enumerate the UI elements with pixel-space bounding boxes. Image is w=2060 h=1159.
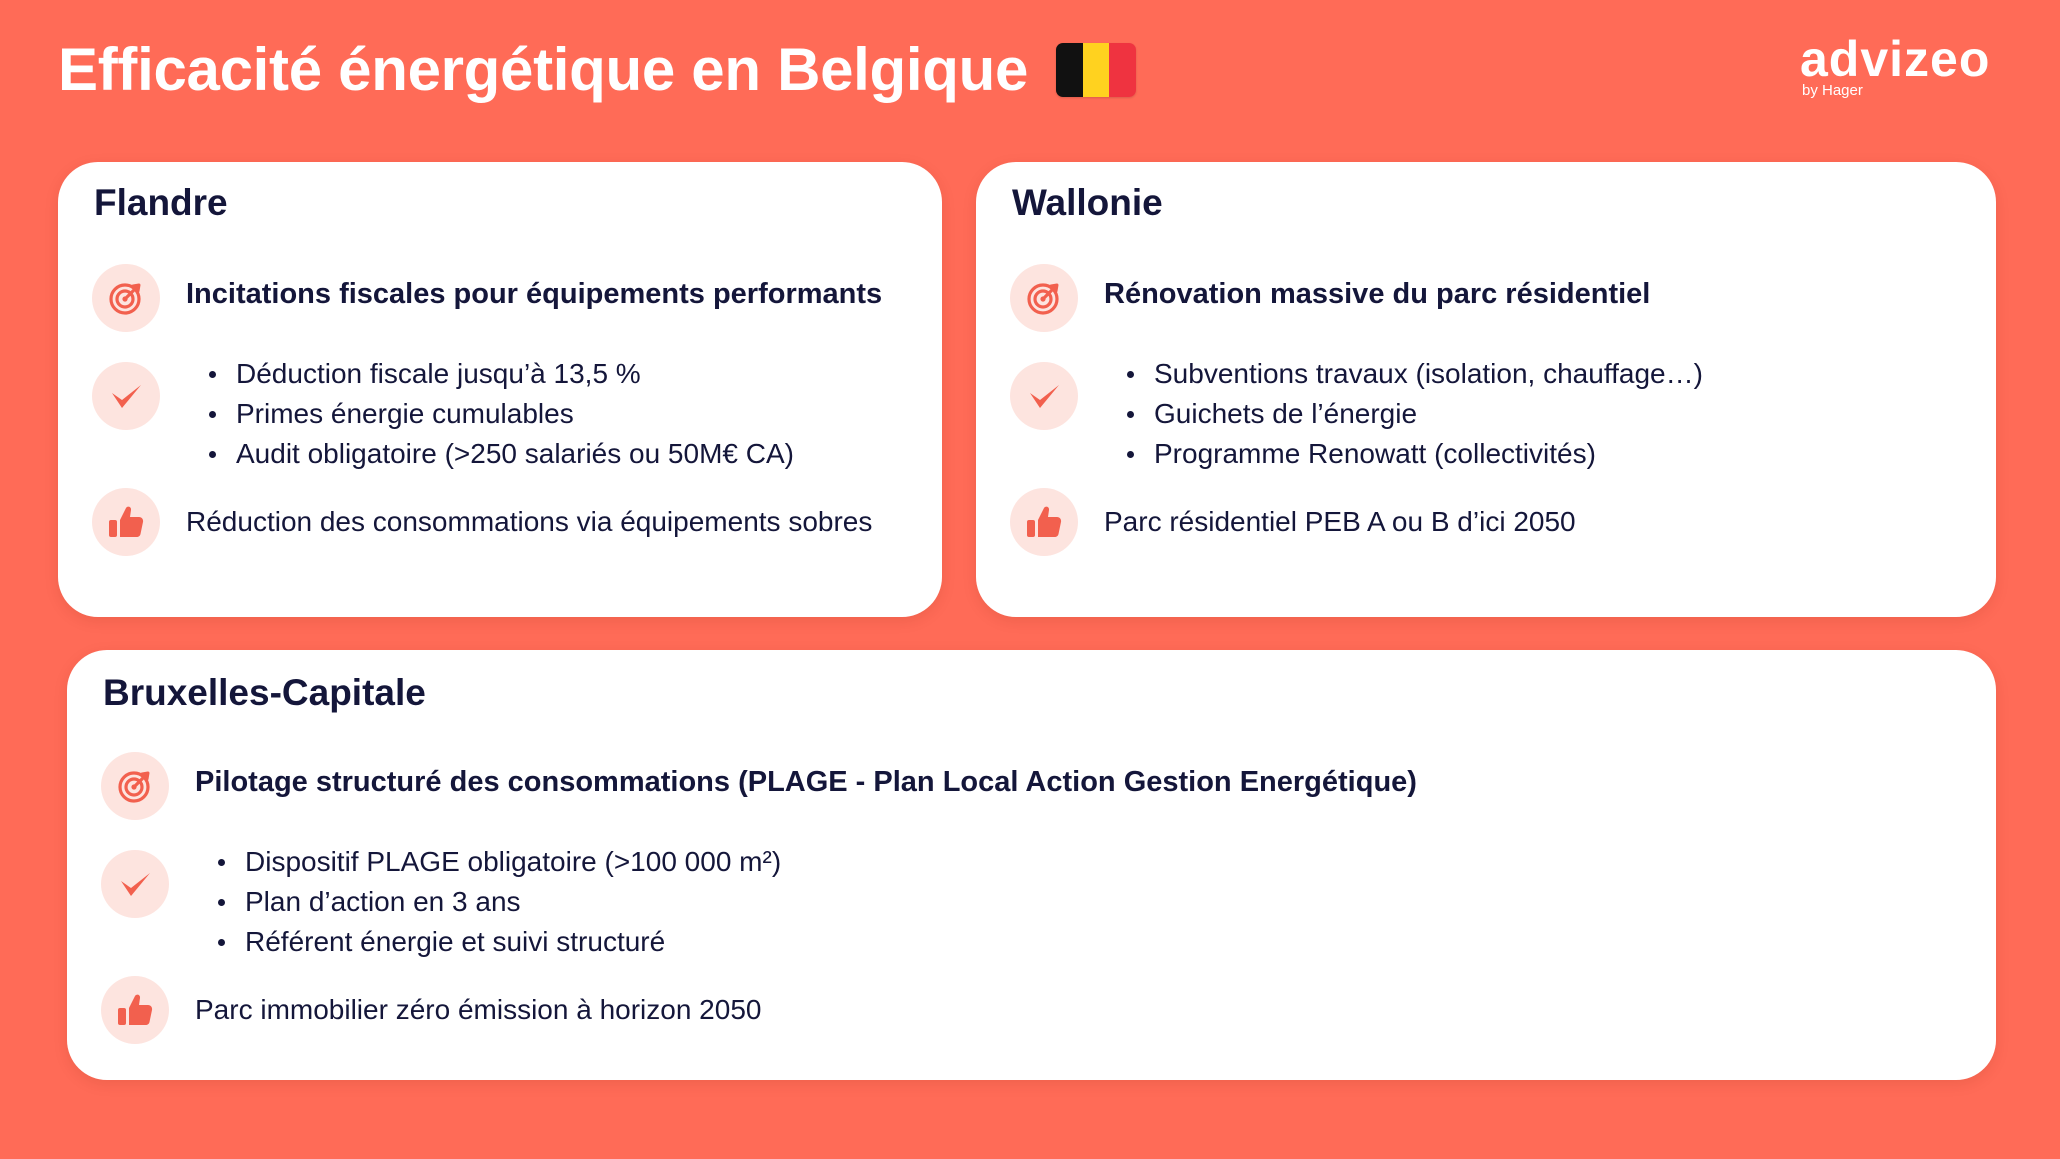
thumbs-up-icon (92, 488, 160, 556)
measures-list (236, 354, 794, 474)
check-icon (101, 850, 169, 918)
measures-list (245, 842, 781, 962)
result-text: Parc immobilier zéro émission à horizon 2050 (195, 994, 762, 1025)
target-icon (1010, 264, 1078, 332)
result-text: Réduction des consommations via équipements sobres (186, 506, 873, 537)
flag-stripe-yellow (1083, 43, 1110, 97)
measure-item: Guichets de l’énergie (1154, 394, 1703, 434)
flag-stripe-red (1109, 43, 1136, 97)
thumbs-up-icon (1010, 488, 1078, 556)
region-card-bruxelles (67, 650, 1996, 1080)
logo-byline: by Hager (1802, 82, 1863, 99)
measure-item: Déduction fiscale jusqu’à 13,5 % (236, 354, 794, 394)
region-card-wallonie (976, 162, 1996, 617)
card-title: Wallonie (1012, 182, 1163, 223)
result-text: Parc résidentiel PEB A ou B d’ici 2050 (1104, 506, 1576, 537)
card-title: Bruxelles-Capitale (103, 672, 426, 713)
measures-list (1154, 354, 1703, 474)
target-icon (101, 752, 169, 820)
advizeo-logo (1800, 30, 2010, 110)
target-icon (92, 264, 160, 332)
measure-item: Subventions travaux (isolation, chauffage…) (1154, 354, 1703, 394)
flag-stripe-black (1056, 43, 1083, 97)
belgium-flag-icon (1056, 43, 1136, 97)
measure-item: Audit obligatoire (>250 salariés ou 50M€ CA) (236, 434, 794, 474)
page-header (58, 30, 1136, 110)
objective-text: Rénovation massive du parc résidentiel (1104, 278, 1651, 310)
measure-item: Primes énergie cumulables (236, 394, 794, 434)
objective-text: Incitations fiscales pour équipements performants (186, 278, 883, 310)
measure-item: Référent énergie et suivi structuré (245, 922, 781, 962)
check-icon (92, 362, 160, 430)
region-card-flandre (58, 162, 942, 617)
objective-text: Pilotage structuré des consommations (PLAGE - Plan Local Action Gestion Energétique) (195, 766, 1417, 798)
measure-item: Dispositif PLAGE obligatoire (>100 000 m²) (245, 842, 781, 882)
thumbs-up-icon (101, 976, 169, 1044)
logo-name: advizeo (1800, 31, 1991, 87)
measure-item: Plan d’action en 3 ans (245, 882, 781, 922)
measure-item: Programme Renowatt (collectivités) (1154, 434, 1703, 474)
card-title: Flandre (94, 182, 228, 223)
page-title: Efficacité énergétique en Belgique (58, 36, 1029, 103)
check-icon (1010, 362, 1078, 430)
